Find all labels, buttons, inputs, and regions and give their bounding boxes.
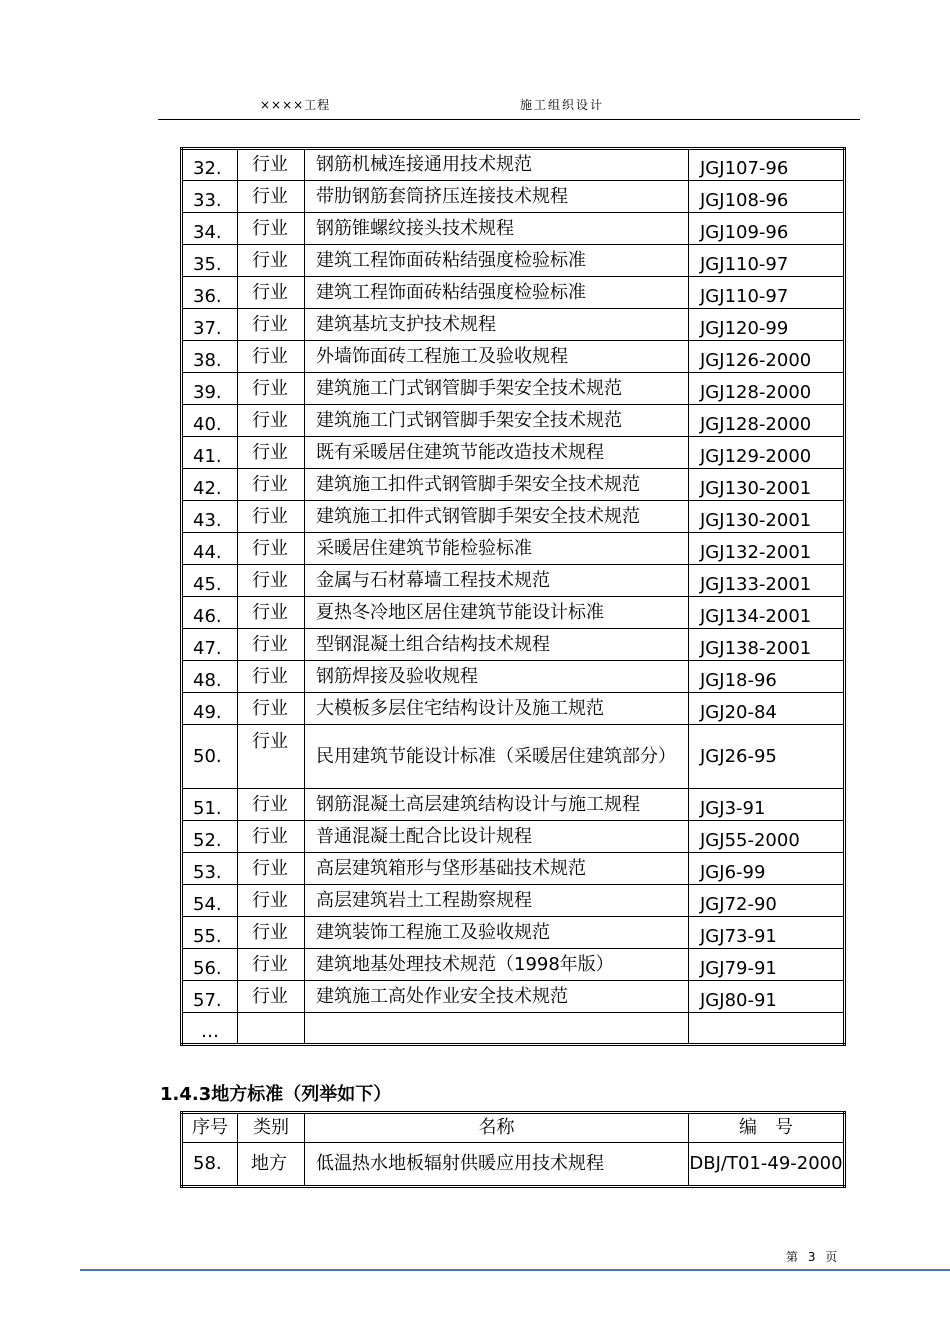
table-row bbox=[182, 181, 845, 213]
cell-category: 行业 bbox=[238, 565, 305, 597]
cell-category: 地方 bbox=[238, 1143, 305, 1187]
cell-no: 51. bbox=[182, 789, 238, 821]
cell-name: 钢筋机械连接通用技术规范 bbox=[305, 149, 689, 181]
cell-no: 32. bbox=[182, 149, 238, 181]
cell-no: 47. bbox=[182, 629, 238, 661]
cell-category: 行业 bbox=[238, 661, 305, 693]
cell-category: 行业 bbox=[238, 597, 305, 629]
cell-no: 41. bbox=[182, 437, 238, 469]
table-row bbox=[182, 789, 845, 821]
cell-name: 既有采暖居住建筑节能改造技术规程 bbox=[305, 437, 689, 469]
local-table-header-row bbox=[182, 1113, 845, 1143]
cell-code: JGJ26-95 bbox=[689, 725, 845, 789]
table-row bbox=[182, 373, 845, 405]
table-row bbox=[182, 213, 845, 245]
cell-name: 建筑施工高处作业安全技术规范 bbox=[305, 981, 689, 1013]
cell-no: 34. bbox=[182, 213, 238, 245]
table-row bbox=[182, 341, 845, 373]
cell-no: 58. bbox=[182, 1143, 238, 1187]
cell-name: 普通混凝土配合比设计规程 bbox=[305, 821, 689, 853]
cell-category: 行业 bbox=[238, 789, 305, 821]
cell-code: JGJ138-2001 bbox=[689, 629, 845, 661]
cell-name: 钢筋焊接及验收规程 bbox=[305, 661, 689, 693]
cell-no: 49. bbox=[182, 693, 238, 725]
cell-code: JGJ80-91 bbox=[689, 981, 845, 1013]
cell-name: 夏热冬冷地区居住建筑节能设计标准 bbox=[305, 597, 689, 629]
header-cell-category: 类别 bbox=[238, 1113, 305, 1143]
cell-no: 35. bbox=[182, 245, 238, 277]
cell-category: 行业 bbox=[238, 213, 305, 245]
cell-no: 46. bbox=[182, 597, 238, 629]
table-row bbox=[182, 949, 845, 981]
table-row bbox=[182, 533, 845, 565]
table-row bbox=[182, 853, 845, 885]
cell-no: 48. bbox=[182, 661, 238, 693]
cell-code: JGJ134-2001 bbox=[689, 597, 845, 629]
table-row bbox=[182, 693, 845, 725]
table-row bbox=[182, 981, 845, 1013]
cell-category: 行业 bbox=[238, 533, 305, 565]
cell-name: 建筑地基处理技术规范（1998年版） bbox=[305, 949, 689, 981]
cell-category: 行业 bbox=[238, 949, 305, 981]
cell-code: JGJ3-91 bbox=[689, 789, 845, 821]
cell-name: 低温热水地板辐射供暖应用技术规程 bbox=[305, 1143, 689, 1187]
cell-category: 行业 bbox=[238, 885, 305, 917]
cell-category: 行业 bbox=[238, 917, 305, 949]
cell-no: 50. bbox=[182, 725, 238, 789]
table-row bbox=[182, 437, 845, 469]
table-row bbox=[182, 149, 845, 181]
cell-category: 行业 bbox=[238, 373, 305, 405]
table-row-ellipsis bbox=[182, 1013, 845, 1045]
table-row bbox=[182, 277, 845, 309]
cell-name: 建筑工程饰面砖粘结强度检验标准 bbox=[305, 245, 689, 277]
cell-name: 建筑施工门式钢管脚手架安全技术规范 bbox=[305, 405, 689, 437]
cell-no: 57. bbox=[182, 981, 238, 1013]
table-row bbox=[182, 917, 845, 949]
header-cell-name: 名称 bbox=[305, 1113, 689, 1143]
cell-code: JGJ126-2000 bbox=[689, 341, 845, 373]
table-row bbox=[182, 821, 845, 853]
table-row bbox=[182, 1143, 845, 1187]
cell-no: 55. bbox=[182, 917, 238, 949]
cell-no: 54. bbox=[182, 885, 238, 917]
cell-name: 高层建筑箱形与垡形基础技术规范 bbox=[305, 853, 689, 885]
industry-standards-body bbox=[182, 149, 845, 1045]
section-heading-local-standards: 1.4.3地方标准（列举如下） bbox=[160, 1084, 392, 1105]
cell-name: 钢筋混凝土高层建筑结构设计与施工规程 bbox=[305, 789, 689, 821]
cell-no: 42. bbox=[182, 469, 238, 501]
cell-code: JGJ6-99 bbox=[689, 853, 845, 885]
header-cell-code: 编 号 bbox=[689, 1113, 845, 1143]
cell-code: JGJ55-2000 bbox=[689, 821, 845, 853]
cell-code: JGJ130-2001 bbox=[689, 501, 845, 533]
cell-code: JGJ107-96 bbox=[689, 149, 845, 181]
cell-code: JGJ79-91 bbox=[689, 949, 845, 981]
cell-no: 44. bbox=[182, 533, 238, 565]
table-row bbox=[182, 501, 845, 533]
cell-no: 52. bbox=[182, 821, 238, 853]
cell-name: 建筑施工扣件式钢管脚手架安全技术规范 bbox=[305, 501, 689, 533]
cell-code: DBJ/T01-49-2000 bbox=[689, 1143, 845, 1187]
cell-no: 37. bbox=[182, 309, 238, 341]
cell-no: 43. bbox=[182, 501, 238, 533]
cell-name: 建筑工程饰面砖粘结强度检验标准 bbox=[305, 277, 689, 309]
cell-name: 型钢混凝土组合结构技术规程 bbox=[305, 629, 689, 661]
cell-category: 行业 bbox=[238, 981, 305, 1013]
footer-rule bbox=[80, 1269, 950, 1271]
empty-cell bbox=[305, 1013, 689, 1045]
header-cell-no: 序号 bbox=[182, 1113, 238, 1143]
table-row bbox=[182, 885, 845, 917]
cell-category: 行业 bbox=[238, 309, 305, 341]
empty-cell bbox=[238, 1013, 305, 1045]
empty-cell bbox=[689, 1013, 845, 1045]
cell-category: 行业 bbox=[238, 725, 305, 789]
cell-category: 行业 bbox=[238, 629, 305, 661]
table-row bbox=[182, 405, 845, 437]
cell-code: JGJ20-84 bbox=[689, 693, 845, 725]
cell-name: 建筑施工扣件式钢管脚手架安全技术规范 bbox=[305, 469, 689, 501]
cell-name: 建筑基坑支护技术规程 bbox=[305, 309, 689, 341]
cell-category: 行业 bbox=[238, 821, 305, 853]
cell-category: 行业 bbox=[238, 149, 305, 181]
table-row bbox=[182, 661, 845, 693]
cell-name: 建筑装饰工程施工及验收规范 bbox=[305, 917, 689, 949]
cell-name: 大模板多层住宅结构设计及施工规范 bbox=[305, 693, 689, 725]
cell-no: 36. bbox=[182, 277, 238, 309]
table-row bbox=[182, 309, 845, 341]
cell-code: JGJ120-99 bbox=[689, 309, 845, 341]
cell-name: 高层建筑岩土工程勘察规程 bbox=[305, 885, 689, 917]
cell-name: 采暖居住建筑节能检验标准 bbox=[305, 533, 689, 565]
cell-code: JGJ72-90 bbox=[689, 885, 845, 917]
cell-category: 行业 bbox=[238, 181, 305, 213]
cell-no: 33. bbox=[182, 181, 238, 213]
cell-name: 钢筋锥螺纹接头技术规程 bbox=[305, 213, 689, 245]
cell-code: JGJ110-97 bbox=[689, 245, 845, 277]
page-number: 第 3 页 bbox=[786, 1250, 841, 1264]
cell-category: 行业 bbox=[238, 245, 305, 277]
header-project-name: ××××工程 bbox=[260, 98, 331, 112]
table-row bbox=[182, 469, 845, 501]
cell-category: 行业 bbox=[238, 341, 305, 373]
cell-name: 民用建筑节能设计标准（采暖居住建筑部分） bbox=[305, 725, 689, 789]
cell-no: 40. bbox=[182, 405, 238, 437]
header-rule bbox=[158, 119, 860, 120]
cell-code: JGJ128-2000 bbox=[689, 405, 845, 437]
cell-category: 行业 bbox=[238, 693, 305, 725]
cell-name: 带肋钢筋套筒挤压连接技术规程 bbox=[305, 181, 689, 213]
cell-code: JGJ73-91 bbox=[689, 917, 845, 949]
ellipsis-cell: … bbox=[182, 1013, 238, 1045]
cell-category: 行业 bbox=[238, 437, 305, 469]
cell-no: 38. bbox=[182, 341, 238, 373]
cell-category: 行业 bbox=[238, 405, 305, 437]
industry-standards-table bbox=[180, 147, 846, 1046]
cell-code: JGJ128-2000 bbox=[689, 373, 845, 405]
table-row bbox=[182, 245, 845, 277]
cell-name: 外墙饰面砖工程施工及验收规程 bbox=[305, 341, 689, 373]
cell-no: 56. bbox=[182, 949, 238, 981]
table-row bbox=[182, 725, 845, 789]
cell-code: JGJ109-96 bbox=[689, 213, 845, 245]
header-document-title: 施工组织设计 bbox=[520, 98, 605, 112]
cell-code: JGJ129-2000 bbox=[689, 437, 845, 469]
cell-code: JGJ130-2001 bbox=[689, 469, 845, 501]
local-standards-table bbox=[180, 1111, 846, 1188]
table-row bbox=[182, 597, 845, 629]
cell-code: JGJ108-96 bbox=[689, 181, 845, 213]
cell-name: 建筑施工门式钢管脚手架安全技术规范 bbox=[305, 373, 689, 405]
cell-category: 行业 bbox=[238, 501, 305, 533]
cell-no: 39. bbox=[182, 373, 238, 405]
table-row bbox=[182, 565, 845, 597]
cell-category: 行业 bbox=[238, 469, 305, 501]
cell-no: 45. bbox=[182, 565, 238, 597]
cell-category: 行业 bbox=[238, 277, 305, 309]
table-row bbox=[182, 629, 845, 661]
cell-category: 行业 bbox=[238, 853, 305, 885]
cell-code: JGJ132-2001 bbox=[689, 533, 845, 565]
cell-code: JGJ18-96 bbox=[689, 661, 845, 693]
cell-code: JGJ133-2001 bbox=[689, 565, 845, 597]
cell-no: 53. bbox=[182, 853, 238, 885]
cell-name: 金属与石材幕墙工程技术规范 bbox=[305, 565, 689, 597]
cell-code: JGJ110-97 bbox=[689, 277, 845, 309]
